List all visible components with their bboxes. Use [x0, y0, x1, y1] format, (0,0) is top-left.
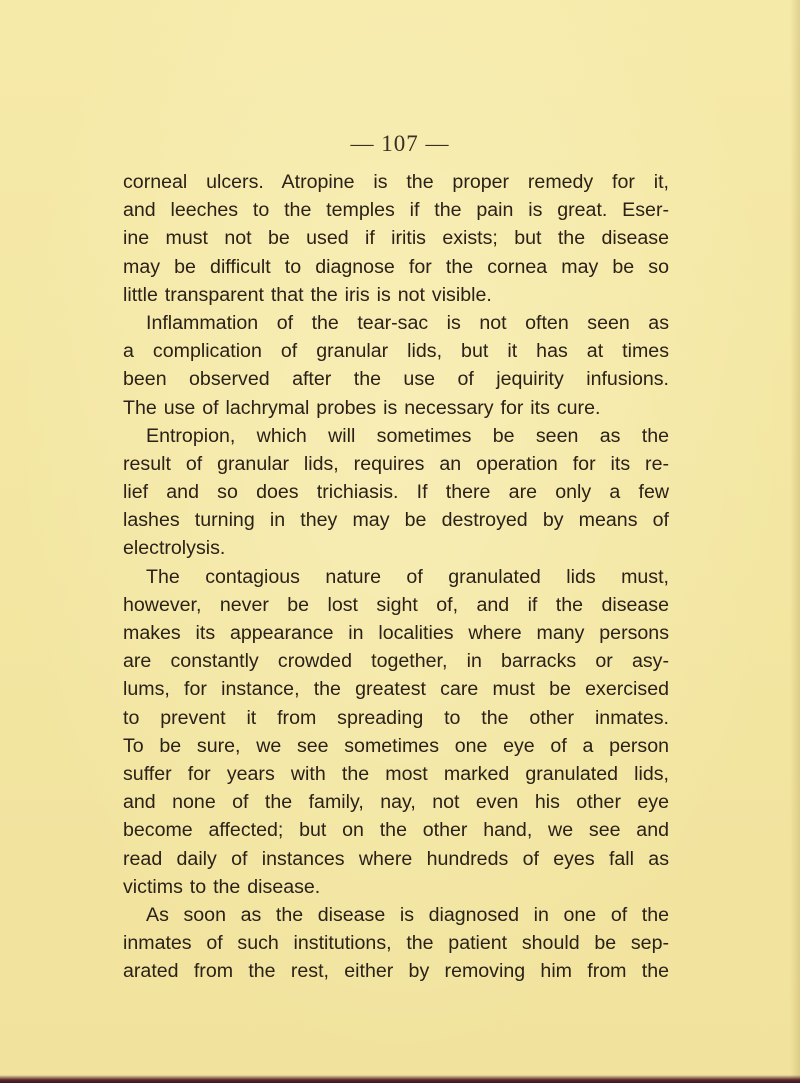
- text-line: and none of the family, nay, not even his other eye: [123, 791, 669, 814]
- text-line: lums, for instance, the greatest care must be exercised: [123, 678, 669, 701]
- text-line: As soon as the disease is diagnosed in one of the: [146, 903, 669, 926]
- text-line: inmates of such institutions, the patient should be sep-: [123, 932, 669, 955]
- page-gutter-shadow: [790, 0, 800, 1083]
- text-line: lashes turning in they may be destroyed by means of: [123, 509, 669, 532]
- text-line: become affected; but on the other hand, we see and: [123, 819, 669, 842]
- text-line: ine must not be used if iritis exists; but the disease: [123, 227, 669, 250]
- text-line: electrolysis.: [123, 537, 226, 560]
- text-line: suffer for years with the most marked granulated lids,: [123, 762, 669, 785]
- text-line: arated from the rest, either by removing him from the: [123, 960, 669, 983]
- text-line: corneal ulcers. Atropine is the proper remedy for it,: [123, 171, 669, 193]
- text-line: victims to the disease.: [123, 875, 321, 898]
- text-line: to prevent it from spreading to the other inmates.: [123, 706, 669, 729]
- text-line: To be sure, we see sometimes one eye of a person: [123, 734, 669, 757]
- text-line: read daily of instances where hundreds of eyes fall as: [123, 847, 669, 870]
- text-line: been observed after the use of jequirity infusions.: [123, 368, 669, 391]
- text-line: result of granular lids, requires an operation for its re-: [123, 452, 669, 475]
- text-line: Entropion, which will sometimes be seen as the: [146, 424, 669, 447]
- text-line: The use of lachrymal probes is necessary for its cure.: [123, 396, 601, 419]
- text-line: Inflammation of the tear-sac is not often seen as: [146, 311, 669, 334]
- text-line: makes its appearance in localities where many persons: [123, 622, 669, 644]
- text-line: may be difficult to diagnose for the cornea may be so: [123, 255, 669, 278]
- body-text: [123, 168, 669, 985]
- text-line: a complication of granular lids, but it has at times: [123, 340, 669, 363]
- text-line: little transparent that the iris is not visible.: [123, 283, 492, 306]
- page-number: — 107 —: [350, 131, 450, 156]
- text-line: are constantly crowded together, in barracks or asy-: [123, 650, 669, 673]
- book-edge: [0, 1075, 800, 1083]
- text-line: The contagious nature of granulated lids must,: [146, 565, 669, 588]
- text-line: however, never be lost sight of, and if the disease: [123, 593, 669, 616]
- text-line: and leeches to the temples if the pain is great. Eser-: [123, 199, 669, 222]
- text-line: lief and so does trichiasis. If there are only a few: [123, 481, 669, 504]
